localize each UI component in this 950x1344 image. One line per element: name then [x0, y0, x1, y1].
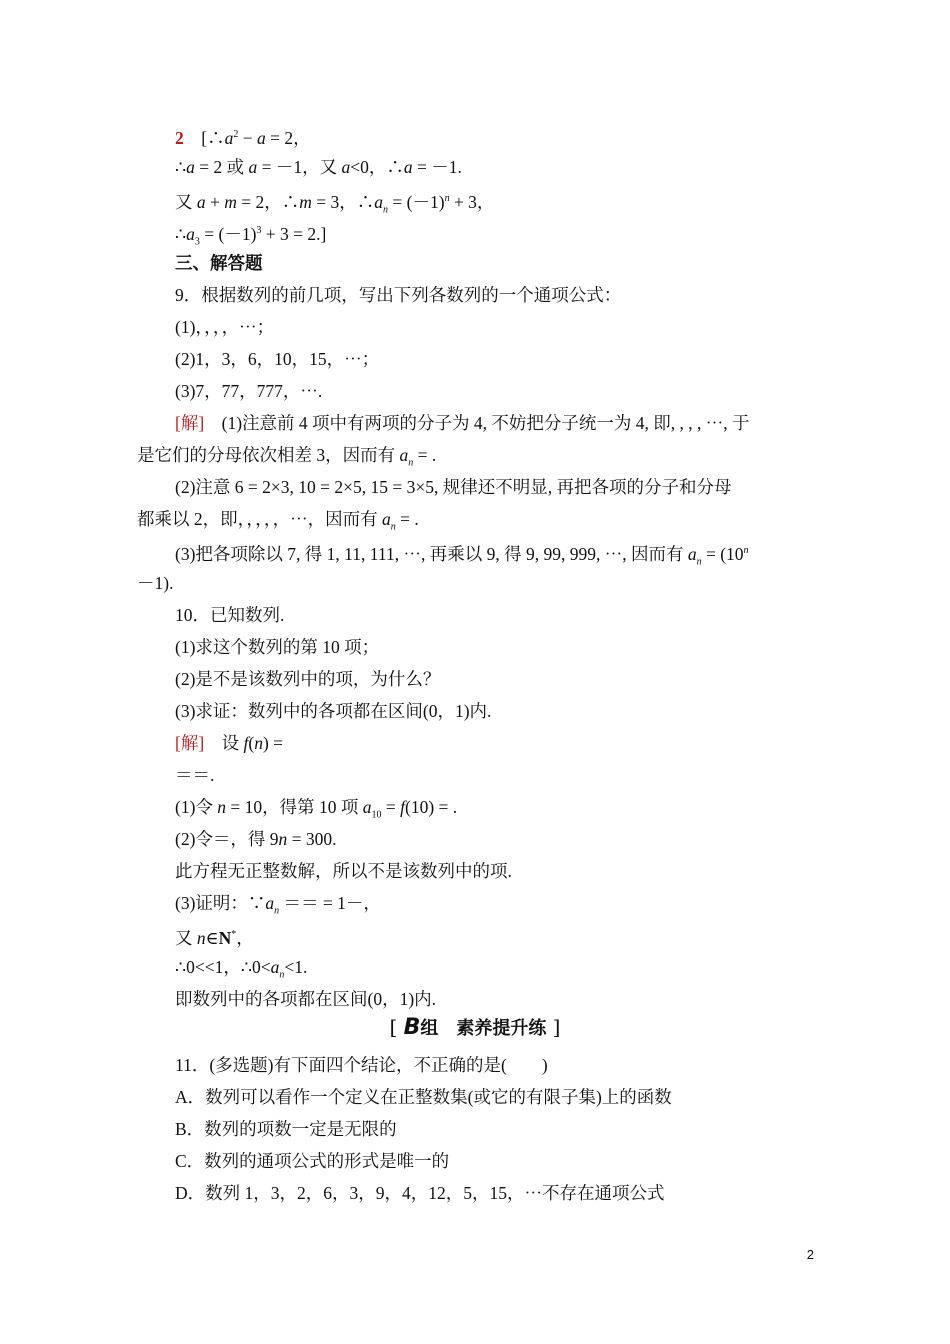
text-line: 此方程无正整数解，所以不是该数列中的项.: [175, 861, 512, 881]
text-line: (3)把各项除以 7, 得 1, 11, 111, ⋯, 再乘以 9, 得 9, 99, 999, ⋯, 因而有 $a_n = (10^n$: [175, 543, 749, 568]
text-line: [解] (1)注意前 4 项中有两项的分子为 4, 不妨把分子统一为 4, 即, , , , ⋯, 于: [175, 413, 750, 433]
banner-title: 组 素养提升练: [420, 1018, 547, 1039]
text-line: 9．根据数列的前几项，写出下列各数列的一个通项公式：: [175, 285, 622, 305]
text-line: (2)是不是该数列中的项，为什么？: [175, 669, 441, 689]
text-line: (3)求证：数列中的各项都在区间(0，1)内.: [175, 701, 492, 721]
text-line: 10．已知数列.: [175, 605, 285, 625]
banner-open-bracket: [: [389, 1015, 398, 1039]
text-line: A．数列可以看作一个定义在正整数集(或它的有限子集)上的函数: [175, 1087, 672, 1107]
text-line: (2)注意 6 = 2×3, 10 = 2×5, 15 = 3×5, 规律还不明显, 再把各项的分子和分母: [175, 477, 732, 497]
text-line: (1)，，，，⋯；: [175, 317, 275, 337]
text-line: [解] 设 f(n) =: [175, 733, 284, 753]
text-line: ＝＝.: [175, 765, 215, 785]
text-line: 又 a + m = 2，∴m = 3，$\therefore a_n = (-1)^n + 3$，: [175, 191, 495, 216]
text-line: (1)求这个数列的第 10 项；: [175, 637, 380, 657]
text-line: 即数列中的各项都在区间(0，1)内.: [175, 989, 437, 1009]
text-line: 是它们的分母依次相差 3，因而有 $a_n$ = .: [137, 445, 437, 469]
text-line: (2)1，3，6，10，15，⋯；: [175, 349, 380, 369]
page-number: 2: [806, 1247, 814, 1262]
banner-close-bracket: ]: [552, 1015, 561, 1039]
text-line: －1).: [137, 573, 174, 593]
section-banner: [0, 1014, 950, 1040]
banner-group-mark: B: [403, 1015, 421, 1040]
text-line: $\therefore a_3 = (-1)^3 + 3 = 2$.]: [175, 223, 327, 248]
text-line: ∴0<<1，$\therefore 0<a_n<1$.: [175, 957, 308, 981]
text-line: D．数列 1，3，2，6，3，9，4，12，5，15，⋯不存在通项公式: [175, 1183, 665, 1203]
text-line: 三、解答题: [175, 253, 263, 273]
text-line: 11．(多选题)有下面四个结论，不正确的是( ): [175, 1055, 548, 1075]
text-line: ∴a = 2 或 a = －1，又 a<0，∴a = －1.: [175, 157, 462, 177]
text-line: 都乘以 2，即，，，，，⋯，因而有 $a_n$ = .: [137, 509, 419, 533]
text-line: (3)7，77，777，⋯.: [175, 381, 323, 401]
text-line: 又 n∈N*，: [175, 927, 254, 948]
text-line: (1)令 n = 10，得第 10 项 $a_{10} = f(10)$ = .: [175, 797, 458, 821]
text-line: B．数列的项数一定是无限的: [175, 1119, 397, 1139]
text-line: C．数列的通项公式的形式是唯一的: [175, 1151, 450, 1171]
text-line: (3)证明：$\because a_n$ ＝＝ = 1－，: [175, 893, 381, 917]
text-line: 2 [$\therefore a^2 - a = 2$，: [175, 127, 311, 148]
text-line: (2)令＝，得 9n = 300.: [175, 829, 337, 849]
